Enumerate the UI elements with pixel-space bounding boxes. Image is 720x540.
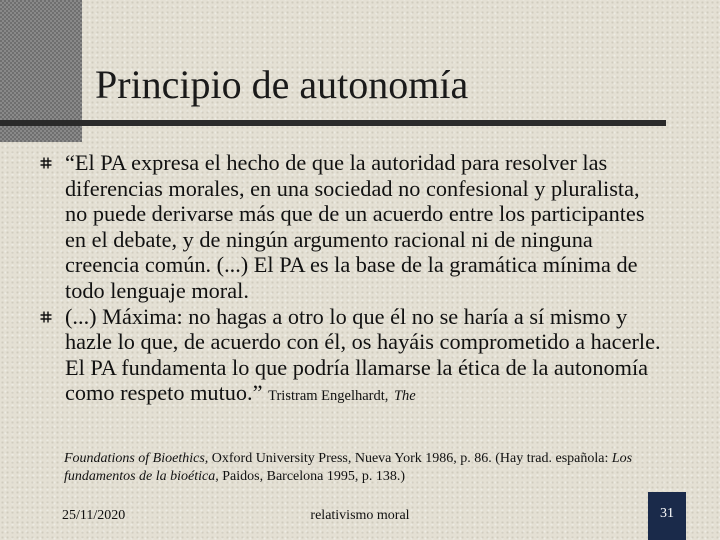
title-underline	[0, 120, 666, 126]
footer-topic: relativismo moral	[310, 508, 410, 523]
citation-spanish-title: Los fundamentos de la bioética,	[64, 451, 633, 484]
citation-book-title-end: Foundations of Bioethics,	[64, 451, 209, 466]
bullet-item	[40, 304, 665, 410]
citation-publisher: Oxford University Press, Nueva York 1986, p. 86. (Hay trad. española:	[211, 451, 609, 466]
page-number: 31	[660, 506, 674, 521]
bullet-item	[40, 150, 665, 304]
hash-bullet-icon	[40, 157, 52, 169]
citation-note	[64, 450, 664, 486]
slide-title: Principio de autonomía	[95, 62, 469, 107]
citation-author: Tristram Engelhardt,	[268, 388, 389, 405]
bullet-text: (...) Máxima: no hagas a otro lo que él no se haría a sí mismo y hazle lo que, de acuerdo con él, os hayáis comprometido a hacerle. El PA fundamenta lo que podría llamarse la ética de la autonomía como respeto mutuo.”	[65, 303, 661, 406]
citation-spanish-publisher: Paidos, Barcelona 1995, p. 138.)	[222, 469, 406, 484]
hash-bullet-icon	[40, 311, 52, 323]
bullet-text: “El PA expresa el hecho de que la autoridad para resolver las diferencias morales, en una sociedad no confesional y pluralista, no puede derivarse más que de un acuerdo entre los participantes en el debate, y de ningún argumento racional ni de ninguna creencia común. (...) El PA es la base de la gramática mínima de todo lenguaje moral.	[65, 150, 645, 303]
citation-book-title: The	[393, 388, 416, 405]
bullet-list	[40, 150, 665, 410]
footer-date: 25/11/2020	[62, 508, 126, 523]
